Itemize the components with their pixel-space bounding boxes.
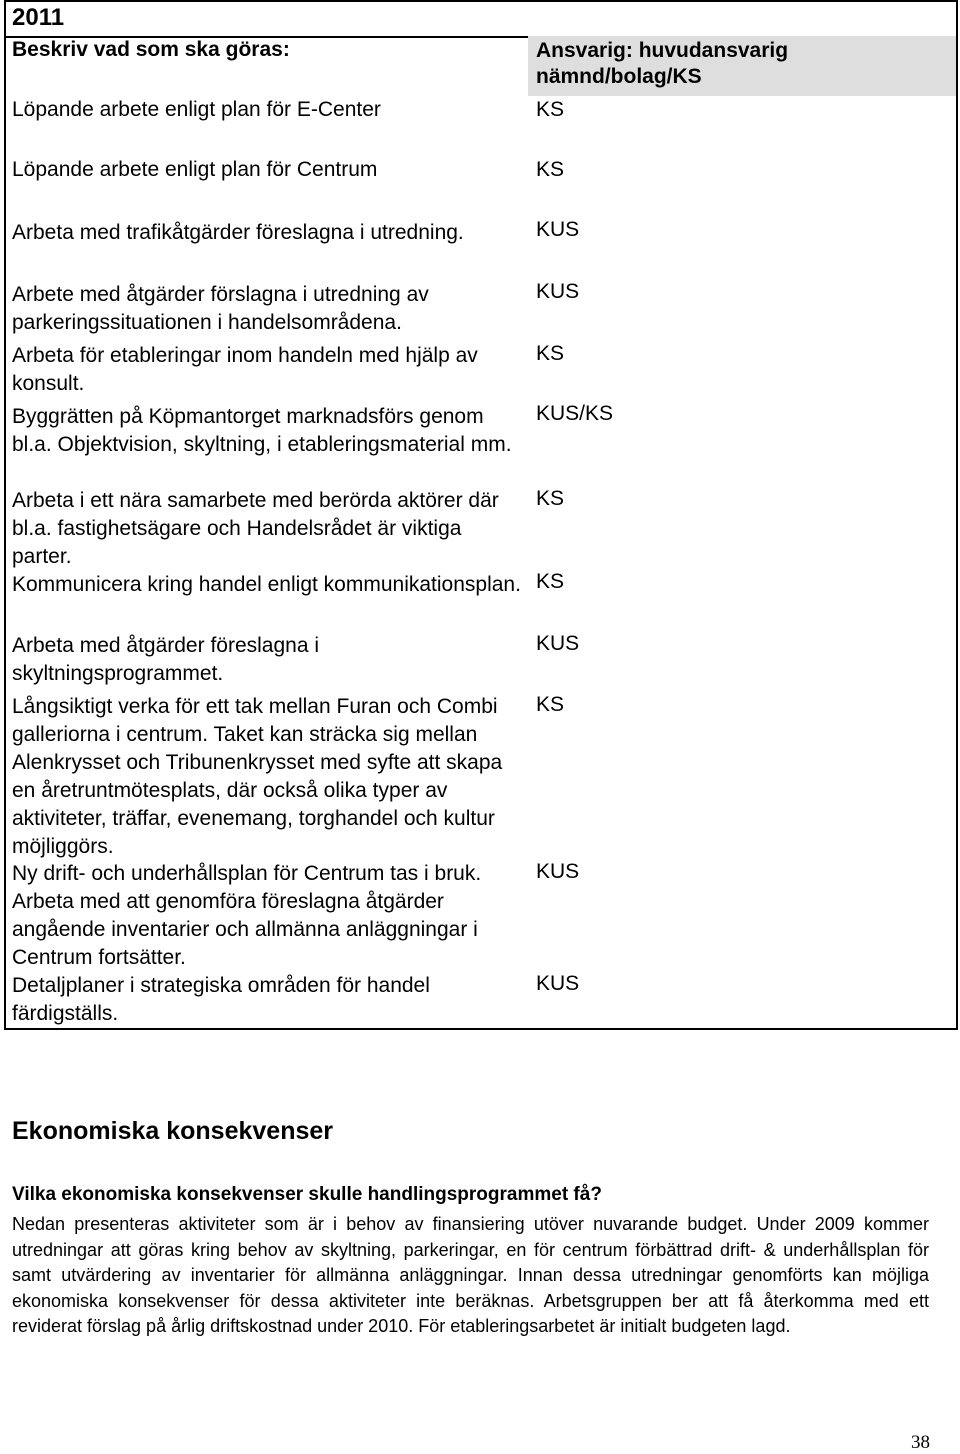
responsible-cell: KS — [536, 158, 565, 181]
responsible-cell: KS — [536, 342, 565, 365]
task-cell: Arbeta i ett nära samarbete med berörda aktörer där bl.a. fastighetsägare och Handelsrådet är viktiga parter. — [12, 489, 499, 568]
action-plan-table — [4, 0, 958, 1030]
task-cell: Arbeta för etableringar inom handeln med hjälp av konsult. — [12, 344, 478, 395]
task-cell: Arbeta med trafikåtgärder föreslagna i utredning. — [12, 221, 464, 244]
task-cell: Arbeta med åtgärder föreslagna i skyltningsprogrammet. — [12, 634, 320, 685]
task-cell: Ny drift- och underhållsplan för Centrum tas i bruk. Arbeta med att genomföra föreslagna åtgärder angående inventarier och allmänna anläggningar i Centrum fortsätter. — [12, 862, 482, 969]
responsible-cell: KUS — [536, 860, 580, 883]
year-row — [6, 2, 956, 38]
task-cell: Löpande arbete enligt plan för E-Center — [12, 98, 381, 121]
responsible-cell: KUS — [536, 972, 580, 995]
task-cell: Kommunicera kring handel enligt kommunikationsplan. — [12, 573, 521, 596]
responsible-cell: KUS — [536, 218, 580, 241]
section-question: Vilka ekonomiska konsekvenser skulle handlingsprogrammet få? — [12, 1184, 602, 1205]
responsible-cell: KS — [536, 487, 565, 510]
task-cell: Löpande arbete enligt plan för Centrum — [12, 158, 378, 181]
task-cell: Byggrätten på Köpmantorget marknadsförs genom bl.a. Objektvision, skyltning, i etableringsmaterial mm. — [12, 405, 512, 456]
task-cell: Långsiktigt verka för ett tak mellan Furan och Combi galleriorna i centrum. Taket kan sträcka sig mellan Alenkrysset och Tribunenkrysset med syfte att skapa en åretruntmötesplats, där också olika typer av aktiviteter, träffar, evenemang, torghandel och kultur möjliggörs. — [12, 695, 503, 858]
responsible-column-body — [528, 96, 956, 1028]
section-heading: Ekonomiska konsekvenser — [12, 1117, 333, 1145]
responsible-cell: KUS — [536, 280, 580, 303]
section-paragraph: Nedan presenteras aktiviteter som är i behov av finansiering utöver nuvarande budget. Under 2009 kommer utredningar att göras kring behov av skyltning, parkeringar, en för centrum förbättrad drift- & underhållsplan för samt utvärdering av inventarier för allmänna anläggningar. Innan dessa utredningar genomförts kan möjliga ekonomiska konsekvenser för dessa aktiviteter inte beräknas. Arbetsgruppen ber att få återkomma med ett reviderat förslag på årlig driftskostnad under 2010. För etableringsarbetet är initialt budgeten lagd. — [12, 1214, 929, 1336]
header-task: Beskriv vad som ska göras: — [12, 38, 290, 61]
year-label: 2011 — [12, 4, 65, 31]
header-responsible: Ansvarig: huvudansvarig nämnd/bolag/KS — [536, 39, 789, 88]
responsible-cell: KS — [536, 98, 565, 121]
responsible-cell: KS — [536, 693, 565, 716]
page-number: 38 — [911, 1432, 930, 1453]
responsible-cell: KUS/KS — [536, 402, 614, 425]
task-cell: Arbete med åtgärder förslagna i utredning av parkeringssituationen i handelsområdena. — [12, 283, 429, 334]
responsible-cell: KS — [536, 570, 565, 593]
task-cell: Detaljplaner i strategiska områden för handel färdigställs. — [12, 974, 430, 1025]
responsible-cell: KUS — [536, 632, 580, 655]
